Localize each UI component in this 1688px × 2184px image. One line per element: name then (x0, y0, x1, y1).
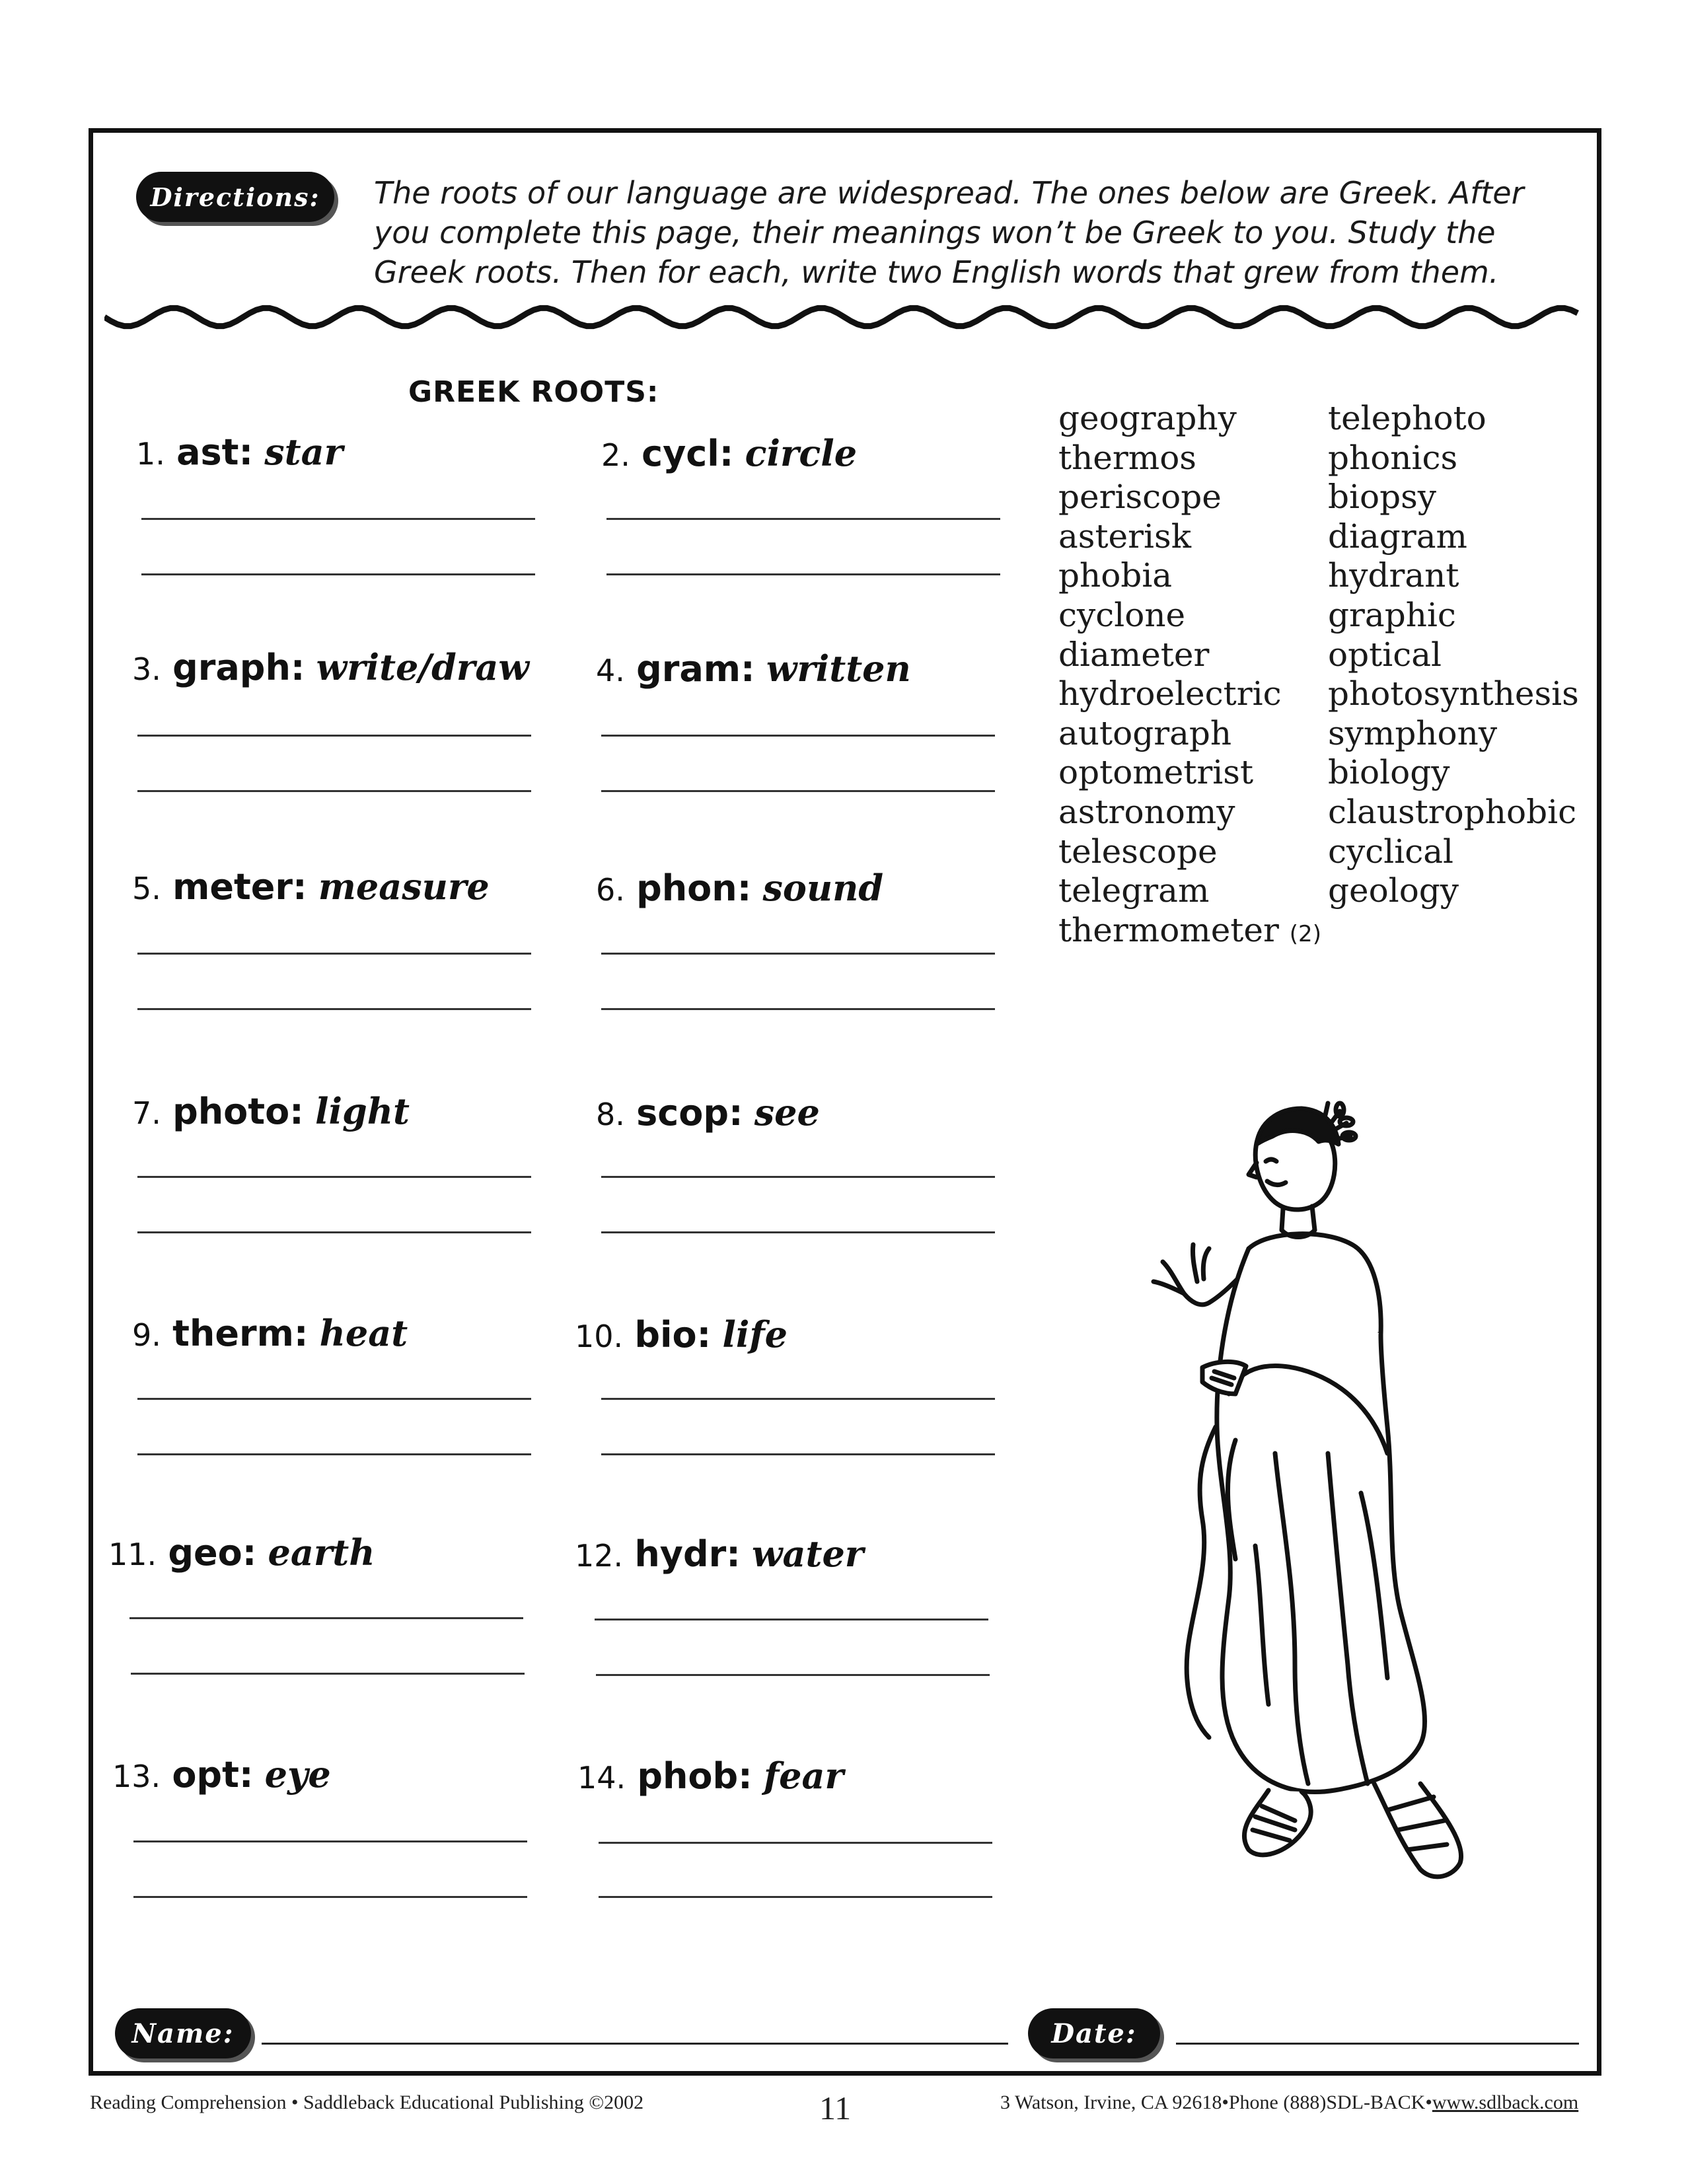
root-item-1: 1. ast: star (136, 431, 343, 475)
answer-line[interactable] (137, 1008, 531, 1010)
root-item-9: 9. therm: heat (132, 1312, 408, 1356)
answer-line[interactable] (133, 1896, 527, 1898)
answer-line[interactable] (133, 1840, 527, 1842)
word-bank-item: optometrist (1058, 753, 1254, 792)
word-bank-item: telephoto (1328, 399, 1486, 437)
root-item-2: 2. cycl: circle (601, 432, 857, 476)
answer-line[interactable] (137, 1176, 531, 1178)
answer-line[interactable] (137, 953, 531, 955)
date-label: Date: (1051, 2018, 1137, 2049)
word-bank-item: diameter (1058, 635, 1210, 674)
word-bank-item: photosynthesis (1328, 674, 1579, 713)
answer-line[interactable] (131, 1673, 525, 1675)
word-bank-item: biology (1328, 753, 1450, 792)
word-bank-item: geography (1058, 399, 1237, 437)
word-bank-item: telescope (1058, 832, 1218, 871)
word-bank-item: astronomy (1058, 792, 1235, 831)
word-bank-item: phonics (1328, 438, 1458, 477)
directions-label: Directions: (150, 182, 320, 212)
answer-line[interactable] (601, 1176, 995, 1178)
root-item-4: 4. gram: written (596, 647, 911, 692)
root-item-13: 13. opt: eye (112, 1753, 331, 1798)
answer-line[interactable] (599, 1842, 992, 1844)
answer-line[interactable] (599, 1896, 992, 1898)
word-bank-item: periscope (1058, 478, 1222, 517)
answer-line[interactable] (137, 790, 531, 792)
answer-line[interactable] (601, 1453, 995, 1455)
word-bank-item: thermos (1058, 438, 1196, 477)
answer-line[interactable] (137, 735, 531, 737)
answer-line[interactable] (137, 1231, 531, 1233)
root-item-3: 3. graph: write/draw (132, 646, 529, 690)
word-bank-item: asterisk (1058, 517, 1192, 556)
word-bank-item: phobia (1058, 556, 1173, 595)
name-field-line[interactable] (262, 2043, 1008, 2045)
name-label: Name: (131, 2018, 235, 2049)
word-bank-item: diagram (1328, 517, 1467, 556)
word-bank-item: hydroelectric (1058, 674, 1282, 713)
answer-line[interactable] (601, 1008, 995, 1010)
count-note: (2) (1289, 920, 1321, 947)
word-bank-item: autograph (1058, 713, 1232, 752)
directions-text: The roots of our language are widespread. The ones below are Greek. After you complete this page, their meanings won’t be Greek to you. Study the Greek roots. Then for each, write two English words that grew from them. (374, 175, 1524, 290)
answer-line[interactable] (137, 1398, 531, 1400)
answer-line[interactable] (129, 1617, 523, 1619)
word-bank-item: telegram (1058, 871, 1210, 910)
directions-badge (136, 172, 334, 222)
word-bank-item: hydrant (1328, 556, 1459, 595)
answer-line[interactable] (596, 1674, 990, 1676)
root-item-6: 6. phon: sound (596, 867, 883, 911)
date-badge (1028, 2008, 1160, 2058)
root-item-12: 12. hydr: water (575, 1533, 863, 1577)
date-field-line[interactable] (1176, 2043, 1579, 2045)
answer-line[interactable] (606, 573, 1000, 575)
word-bank-item: symphony (1328, 713, 1498, 752)
answer-line[interactable] (601, 953, 995, 955)
root-item-7: 7. photo: light (132, 1090, 410, 1134)
word-bank-item: cyclical (1328, 832, 1454, 871)
word-bank-item: biopsy (1328, 478, 1437, 517)
answer-line[interactable] (141, 518, 535, 520)
greek-roots-heading: GREEK ROOTS: (408, 375, 659, 409)
root-item-10: 10. bio: life (575, 1313, 788, 1358)
root-item-8: 8. scop: see (596, 1091, 820, 1136)
footer-contact: 3 Watson, Irvine, CA 92618•Phone (888)SDL-BACK•www.sdlback.com (1000, 2092, 1579, 2113)
word-bank-column-a (1058, 399, 1321, 954)
root-item-5: 5. meter: measure (132, 865, 490, 910)
word-bank-item: claustrophobic (1328, 792, 1577, 831)
answer-line[interactable] (601, 1398, 995, 1400)
word-bank-item: geology (1328, 871, 1459, 910)
name-badge (115, 2008, 251, 2058)
word-bank-column-b (1328, 399, 1579, 911)
website-link[interactable]: www.sdlback.com (1432, 2092, 1579, 2113)
word-bank-item: thermometer (2) (1058, 910, 1321, 949)
page-number: 11 (819, 2090, 852, 2127)
answer-line[interactable] (137, 1453, 531, 1455)
root-item-14: 14. phob: fear (577, 1755, 844, 1799)
word-bank-item: optical (1328, 635, 1442, 674)
greek-figure-in-toga-icon (1136, 1083, 1480, 1896)
word-bank-item: cyclone (1058, 595, 1186, 634)
wavy-divider (104, 297, 1580, 337)
answer-line[interactable] (601, 735, 995, 737)
answer-line[interactable] (141, 573, 535, 575)
footer-publisher: Reading Comprehension • Saddleback Educational Publishing ©2002 (90, 2092, 644, 2113)
answer-line[interactable] (595, 1619, 988, 1620)
answer-line[interactable] (601, 1231, 995, 1233)
answer-line[interactable] (606, 518, 1000, 520)
word-bank-item: graphic (1328, 595, 1456, 634)
answer-line[interactable] (601, 790, 995, 792)
root-item-11: 11. geo: earth (108, 1531, 375, 1576)
